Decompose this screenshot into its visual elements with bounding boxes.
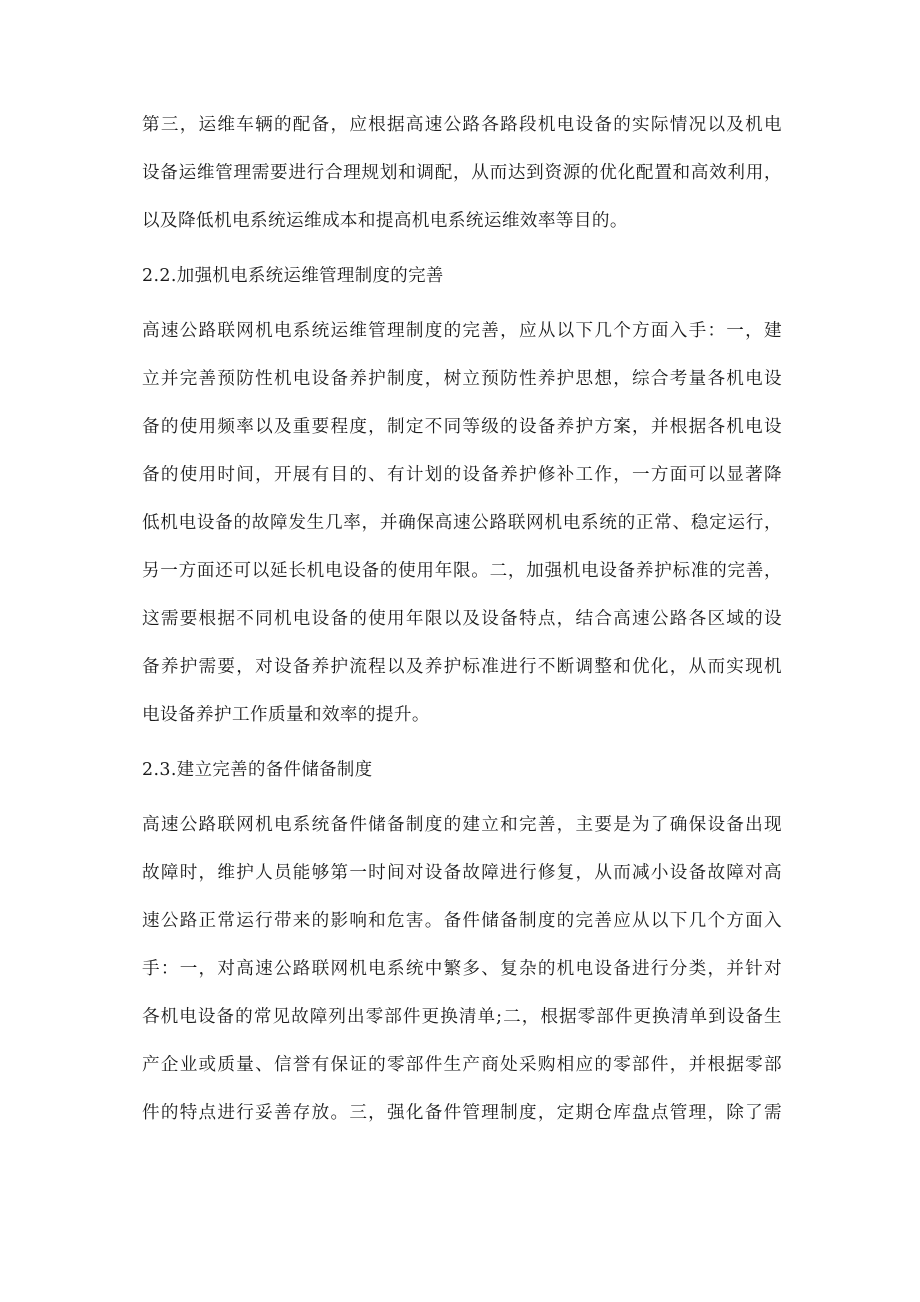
text-line: 这需要根据不同机电设备的使用年限以及设备特点，结合高速公路各区域的设 bbox=[142, 609, 782, 629]
text-line: 速公路正常运行带来的影响和危害。备件储备制度的完善应从以下几个方面入 bbox=[142, 911, 782, 931]
text-line: 电设备养护工作质量和效率的提升。 bbox=[142, 705, 430, 725]
text-line: 各机电设备的常见故障列出零部件更换清单;二，根据零部件更换清单到设备生 bbox=[142, 1007, 782, 1027]
text-line: 高速公路联网机电系统备件储备制度的建立和完善，主要是为了确保设备出现 bbox=[142, 815, 782, 835]
text-line: 设备运维管理需要进行合理规划和调配，从而达到资源的优化配置和高效利用， bbox=[142, 163, 782, 183]
text-line: 低机电设备的故障发生几率，并确保高速公路联网机电系统的正常、稳定运行， bbox=[142, 513, 782, 533]
section-heading-2-3: 2.3.建立完善的备件储备制度 bbox=[142, 760, 373, 780]
text-line: 另一方面还可以延长机电设备的使用年限。二，加强机电设备养护标准的完善， bbox=[142, 561, 782, 581]
text-line: 手：一，对高速公路联网机电系统中繁多、复杂的机电设备进行分类，并针对 bbox=[142, 959, 782, 979]
text-line: 立并完善预防性机电设备养护制度，树立预防性养护思想，综合考量各机电设 bbox=[142, 369, 782, 389]
text-line: 备养护需要，对设备养护流程以及养护标准进行不断调整和优化，从而实现机 bbox=[142, 657, 782, 677]
text-line: 件的特点进行妥善存放。三，强化备件管理制度，定期仓库盘点管理，除了需 bbox=[142, 1103, 782, 1123]
text-line: 产企业或质量、信誉有保证的零部件生产商处采购相应的零部件，并根据零部 bbox=[142, 1055, 782, 1075]
text-line: 故障时，维护人员能够第一时间对设备故障进行修复，从而减小设备故障对高 bbox=[142, 863, 782, 883]
text-line: 以及降低机电系统运维成本和提高机电系统运维效率等目的。 bbox=[142, 211, 628, 231]
text-line: 第三，运维车辆的配备，应根据高速公路各路段机电设备的实际情况以及机电 bbox=[142, 115, 782, 135]
text-line: 备的使用频率以及重要程度，制定不同等级的设备养护方案，并根据各机电设 bbox=[142, 417, 782, 437]
text-line: 高速公路联网机电系统运维管理制度的完善，应从以下几个方面入手：一，建 bbox=[142, 321, 782, 341]
section-heading-2-2: 2.2.加强机电系统运维管理制度的完善 bbox=[142, 266, 444, 286]
text-line: 备的使用时间，开展有目的、有计划的设备养护修补工作，一方面可以显著降 bbox=[142, 465, 782, 485]
